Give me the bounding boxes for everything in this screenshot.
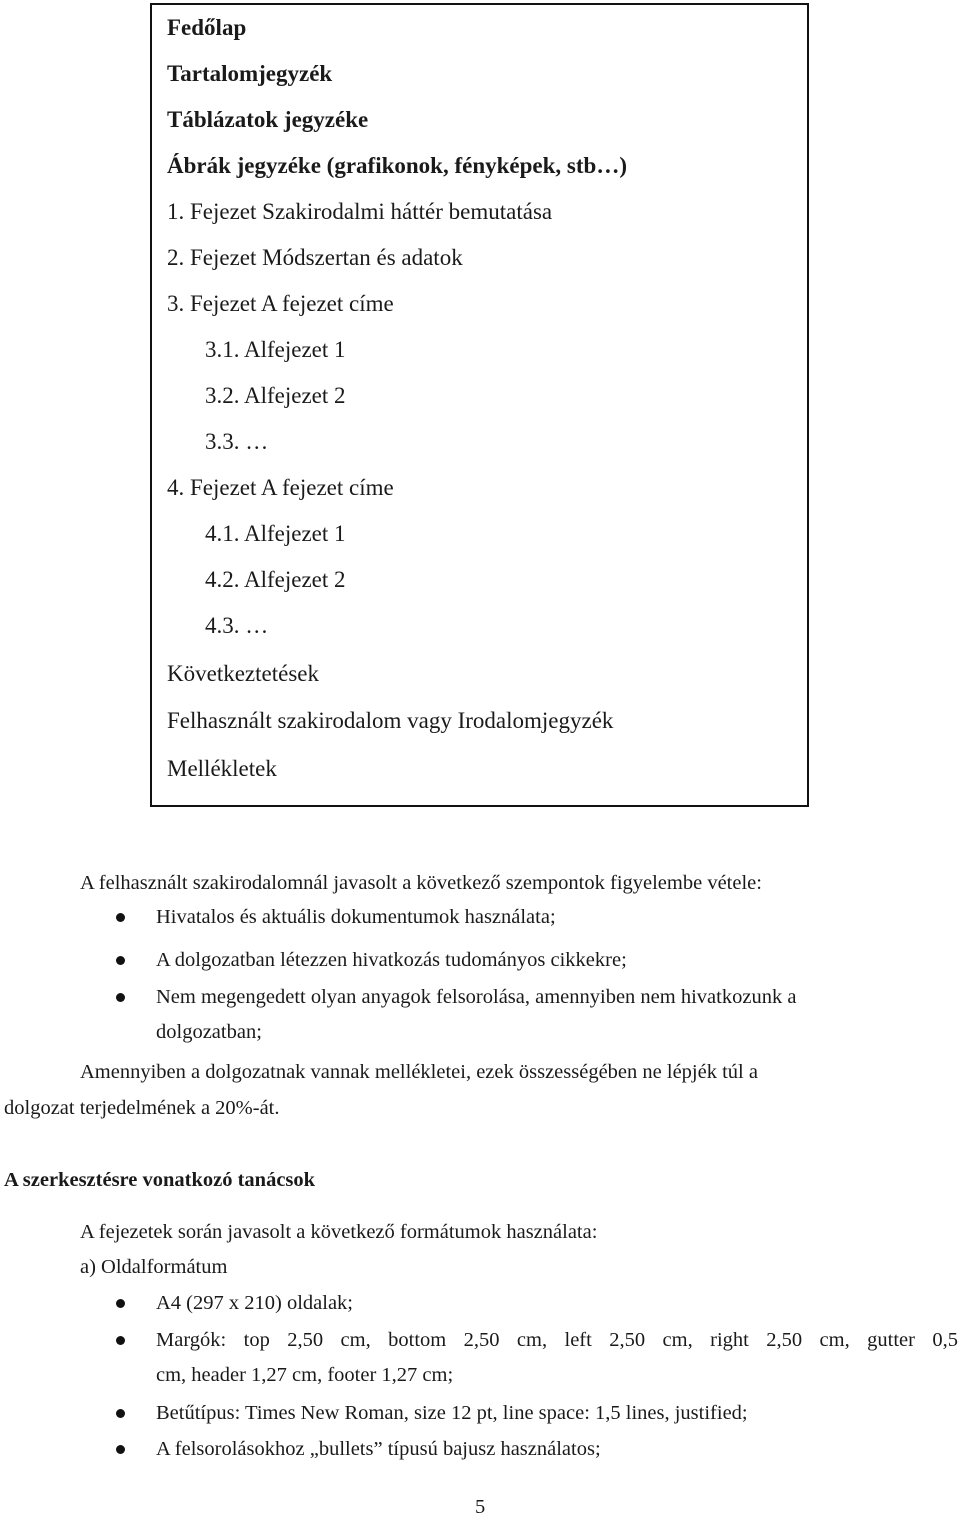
editing-heading: A szerkesztésre vonatkozó tanácsok xyxy=(4,1169,316,1191)
editing-bullet-3: Betűtípus: Times New Roman, size 12 pt, line space: 1,5 lines, justified; xyxy=(156,1402,748,1424)
justified-text: Nem megengedett olyan anyagok felsorolása, amennyiben nem hivatkozunk a xyxy=(156,986,797,1008)
toc-item: Tartalomjegyzék xyxy=(167,61,333,86)
toc-item: 4.1. Alfejezet 1 xyxy=(205,521,346,546)
toc-item: 3. Fejezet A fejezet címe xyxy=(167,291,394,316)
bullet-icon xyxy=(116,1445,125,1454)
toc-item: 4. Fejezet A fejezet címe xyxy=(167,475,394,500)
bullet-icon xyxy=(116,1409,125,1418)
editing-intro: A fejezetek során javasolt a következő formátumok használata: xyxy=(80,1221,598,1243)
page-number: 5 xyxy=(475,1496,486,1518)
appendix-line2: dolgozat terjedelmének a 20%-át. xyxy=(4,1097,280,1119)
editing-bullet-2-line2: cm, header 1,27 cm, footer 1,27 cm; xyxy=(156,1364,454,1386)
toc-item: 4.3. … xyxy=(205,613,269,638)
bullet-icon xyxy=(116,1336,125,1345)
editing-bullet-4: A felsorolásokhoz „bullets” típusú bajusz használatos; xyxy=(156,1438,601,1460)
bullet-icon xyxy=(116,913,125,922)
literature-intro: A felhasznált szakirodalomnál javasolt a következő szempontok figyelembe vétele: xyxy=(80,872,762,894)
justified-text: Margók: top 2,50 cm, bottom 2,50 cm, left 2,50 cm, right 2,50 cm, gutter 0,5 xyxy=(156,1329,958,1351)
appendix-line1: Amennyiben a dolgozatnak vannak mellékletei, ezek összességében ne lépjék túl a xyxy=(80,1061,758,1083)
editing-bullet-1: A4 (297 x 210) oldalak; xyxy=(156,1292,353,1314)
toc-item: 3.1. Alfejezet 1 xyxy=(205,337,346,362)
toc-item: 4.2. Alfejezet 2 xyxy=(205,567,346,592)
toc-item: Ábrák jegyzéke (grafikonok, fényképek, stb…) xyxy=(167,153,627,178)
toc-item: 1. Fejezet Szakirodalmi háttér bemutatása xyxy=(167,199,553,224)
bullet-icon xyxy=(116,1299,125,1308)
section-a-label: a) Oldalformátum xyxy=(80,1256,228,1278)
literature-bullet-2: A dolgozatban létezzen hivatkozás tudományos cikkekre; xyxy=(156,949,627,971)
toc-item: Következtetések xyxy=(167,661,319,686)
toc-item: Fedőlap xyxy=(167,15,247,40)
literature-bullet-3-line2: dolgozatban; xyxy=(156,1021,262,1043)
toc-item: 3.2. Alfejezet 2 xyxy=(205,383,346,408)
editing-bullet-2-line1 xyxy=(156,1327,958,1353)
toc-item: Táblázatok jegyzéke xyxy=(167,107,369,132)
bullet-icon xyxy=(116,993,125,1002)
bullet-icon xyxy=(116,956,125,965)
literature-bullet-1: Hivatalos és aktuális dokumentumok használata; xyxy=(156,906,556,928)
toc-item: Mellékletek xyxy=(167,756,277,781)
toc-item: 2. Fejezet Módszertan és adatok xyxy=(167,245,463,270)
toc-item: Felhasznált szakirodalom vagy Irodalomjegyzék xyxy=(167,708,614,733)
literature-bullet-3-line1 xyxy=(156,984,958,1010)
toc-item: 3.3. … xyxy=(205,429,269,454)
